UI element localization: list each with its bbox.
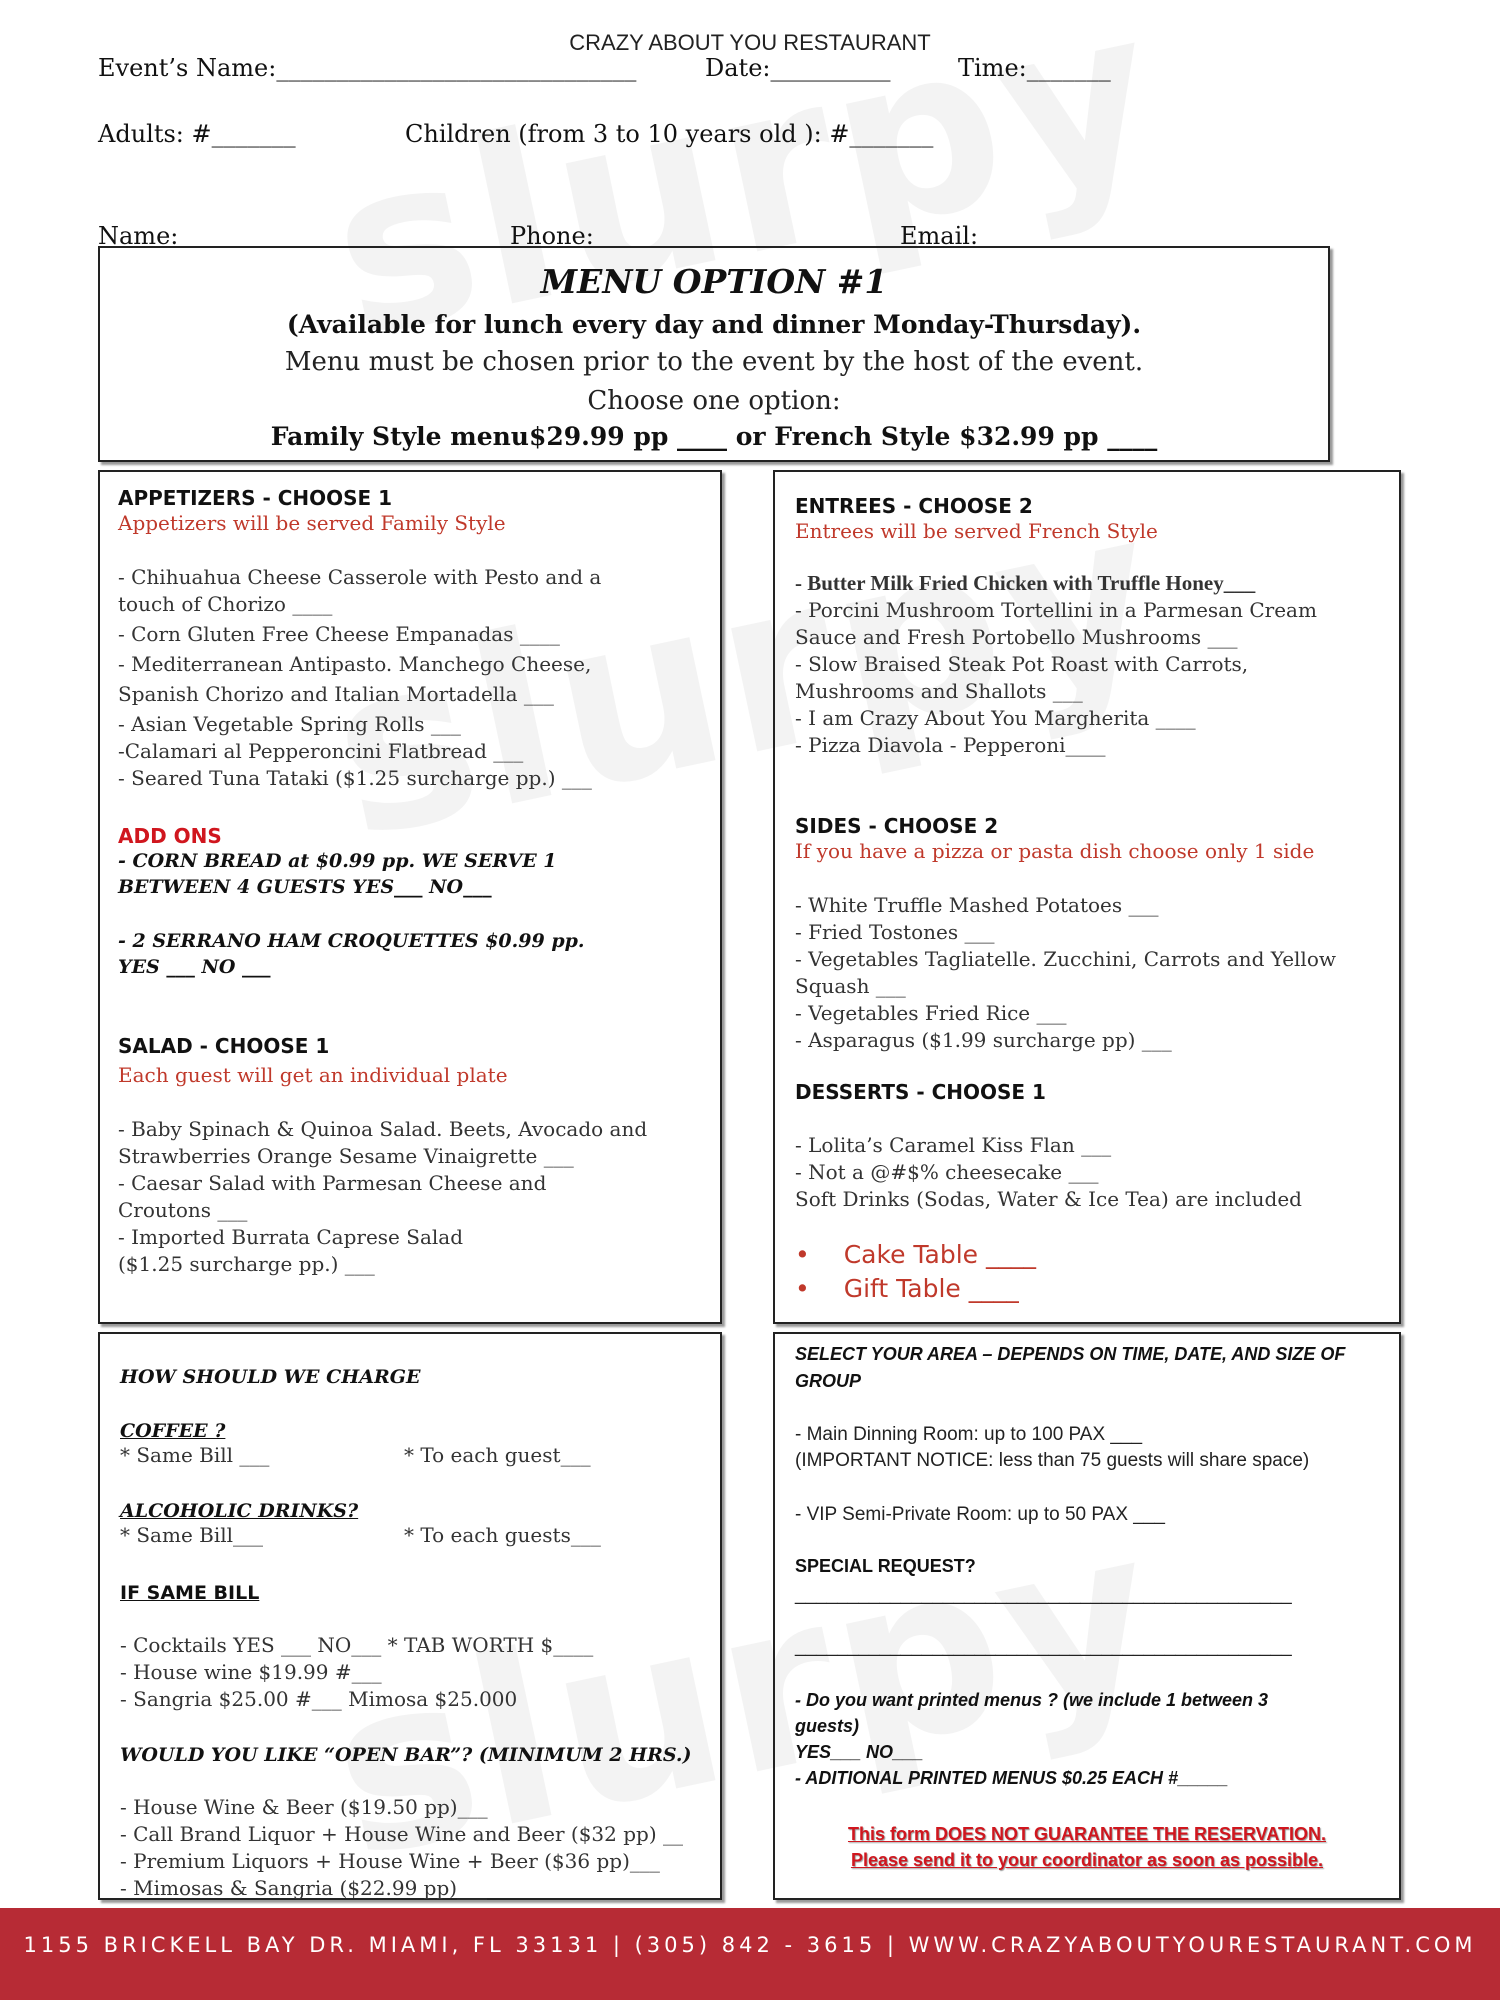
list-item[interactable]: Strawberries Orange Sesame Vinaigrette ___ (118, 1144, 574, 1168)
salad-heading: SALAD - CHOOSE 1 (118, 1034, 330, 1058)
alcohol-each-guest[interactable]: * To each guests___ (404, 1523, 601, 1547)
appetizers-subheading: Appetizers will be served Family Style (118, 511, 506, 535)
appetizers-list (118, 564, 601, 792)
list-item[interactable]: - Not a @#$% cheesecake ___ (795, 1160, 1099, 1184)
menu-availability: (Available for lunch every day and dinner Monday-Thursday). (286, 310, 1142, 339)
list-item[interactable]: - Porcini Mushroom Tortellini in a Parmesan Cream (795, 598, 1317, 622)
list-item[interactable]: - Vegetables Fried Rice ___ (795, 1001, 1067, 1025)
list-item[interactable]: - White Truffle Mashed Potatoes ___ (795, 893, 1159, 917)
restaurant-name: CRAZY ABOUT YOU RESTAURANT (569, 30, 931, 55)
time-field[interactable]: Time:_______ (958, 54, 1111, 82)
list-item[interactable]: - House wine $19.99 #___ (120, 1660, 382, 1684)
charge-box (98, 1332, 722, 1900)
desserts-heading: DESSERTS - CHOOSE 1 (795, 1080, 1046, 1104)
list-item[interactable]: - Mediterranean Antipasto. Manchego Cheese, (118, 652, 592, 676)
list-item[interactable]: - Caesar Salad with Parmesan Cheese and (118, 1171, 547, 1195)
area-box (773, 1332, 1401, 1900)
list-item[interactable]: Squash ___ (795, 974, 906, 998)
vip-room-option[interactable]: - VIP Semi-Private Room: up to 50 PAX ___ (795, 1504, 1165, 1525)
entrees-sides-desserts-box (773, 470, 1401, 1324)
sides-list (795, 892, 1336, 1054)
same-bill-label: IF SAME BILL (120, 1582, 260, 1604)
list-item[interactable]: - Call Brand Liquor + House Wine and Beer ($32 pp) __ (120, 1822, 683, 1846)
entrees-heading: ENTREES - CHOOSE 2 (795, 494, 1033, 518)
coffee-same-bill[interactable]: * Same Bill ___ (120, 1443, 270, 1467)
addons-heading: ADD ONS (118, 824, 222, 848)
coffee-label: COFFEE ? (120, 1420, 226, 1442)
list-item[interactable]: - Sangria $25.00 #___ Mimosa $25.000 (120, 1687, 518, 1711)
footer-contact: 1155 BRICKELL BAY DR. MIAMI, FL 33131 | (305) 842 - 3615 | WWW.CRAZYABOUTYOURESTAURANT.COM (23, 1933, 1477, 1957)
list-item[interactable]: Mushrooms and Shallots ___ (795, 679, 1083, 703)
list-item[interactable]: - Lolita’s Caramel Kiss Flan ___ (795, 1133, 1112, 1157)
open-bar-list (120, 1794, 683, 1902)
menu-choose: Choose one option: (587, 386, 841, 416)
additional-printed-menus[interactable]: - ADITIONAL PRINTED MENUS $0.25 EACH #_____ (795, 1768, 1229, 1788)
bullet-icon: • (795, 1240, 810, 1269)
special-request-line-2[interactable]: _______________________________________________ (795, 1636, 1292, 1657)
list-item[interactable]: Spanish Chorizo and Italian Mortadella ___ (118, 682, 554, 706)
alcohol-label: ALCOHOLIC DRINKS? (120, 1500, 359, 1522)
gift-table-label: Gift Table ____ (843, 1274, 1019, 1303)
appetizers-heading: APPETIZERS - CHOOSE 1 (118, 486, 393, 510)
list-item[interactable]: - Baby Spinach & Quinoa Salad. Beets, Avocado and (118, 1117, 648, 1141)
list-item[interactable]: - Cocktails YES ___ NO___ * TAB WORTH $____ (120, 1633, 594, 1657)
special-request-label: SPECIAL REQUEST? (795, 1556, 976, 1576)
cake-table-option[interactable] (795, 1238, 1036, 1272)
phone-field[interactable]: Phone: (510, 222, 594, 250)
list-item[interactable]: - House Wine & Beer ($19.50 pp)___ (120, 1795, 488, 1819)
open-bar-label: WOULD YOU LIKE “OPEN BAR”? (MINIMUM 2 HRS.) (120, 1744, 692, 1766)
list-item[interactable]: - Mimosas & Sangria ($22.99 pp)___ (120, 1876, 488, 1900)
menu-note: Menu must be chosen prior to the event by the host of the event. (284, 347, 1144, 377)
charge-heading: HOW SHOULD WE CHARGE (120, 1366, 421, 1388)
printed-menus-question-2: guests) (795, 1716, 860, 1736)
children-field[interactable]: Children (from 3 to 10 years old ): #_______ (405, 120, 934, 148)
main-room-notice: (IMPORTANT NOTICE: less than 75 guests will share space) (795, 1450, 1310, 1471)
special-request-line-1[interactable]: _______________________________________________ (795, 1584, 1292, 1605)
list-item[interactable]: - Butter Milk Fried Chicken with Truffle Honey___ (795, 571, 1256, 595)
list-item[interactable]: - Fried Tostones ___ (795, 920, 995, 944)
bullet-icon: • (795, 1274, 810, 1303)
list-item[interactable]: - Imported Burrata Caprese Salad (118, 1225, 463, 1249)
addon-cornbread-line-1: - CORN BREAD at $0.99 pp. WE SERVE 1 (118, 850, 557, 872)
salad-list (118, 1116, 647, 1278)
area-heading-2: GROUP (795, 1371, 862, 1391)
date-field[interactable]: Date:__________ (705, 54, 891, 82)
list-item[interactable]: - Seared Tuna Tataki ($1.25 surcharge pp.) ___ (118, 766, 592, 790)
list-item[interactable]: Sauce and Fresh Portobello Mushrooms ___ (795, 625, 1238, 649)
list-item[interactable]: - Asparagus ($1.99 surcharge pp) ___ (795, 1028, 1172, 1052)
event-name-field[interactable]: Event’s Name:______________________________ (98, 54, 637, 82)
name-field[interactable]: Name: (98, 222, 179, 250)
entrees-subheading: Entrees will be served French Style (795, 519, 1158, 543)
list-item[interactable]: - Corn Gluten Free Cheese Empanadas ____ (118, 622, 560, 646)
list-item[interactable]: - Chihuahua Cheese Casserole with Pesto and a (118, 565, 602, 589)
desserts-list (795, 1132, 1302, 1213)
table-options (795, 1238, 1036, 1306)
cake-table-label: Cake Table ____ (843, 1240, 1036, 1269)
printed-menus-yes-no[interactable]: YES___ NO___ (795, 1742, 924, 1762)
menu-option-title: MENU OPTION #1 (540, 262, 888, 301)
entrees-list (795, 570, 1317, 759)
addon-croquettes-line-2[interactable]: YES ___ NO ___ (118, 956, 271, 978)
list-item[interactable]: Croutons ___ (118, 1198, 248, 1222)
addon-croquettes-line-1: - 2 SERRANO HAM CROQUETTES $0.99 pp. (118, 930, 585, 952)
appetizers-salad-box (98, 470, 722, 1324)
list-item: Soft Drinks (Sodas, Water & Ice Tea) are included (795, 1187, 1302, 1211)
menu-prices[interactable]: Family Style menu$29.99 pp ____ or French Style $32.99 pp ____ (270, 422, 1158, 451)
adults-field[interactable]: Adults: #_______ (98, 120, 296, 148)
main-room-option[interactable]: - Main Dinning Room: up to 100 PAX ___ (795, 1424, 1143, 1445)
list-item[interactable]: - Slow Braised Steak Pot Roast with Carrots, (795, 652, 1249, 676)
sides-heading: SIDES - CHOOSE 2 (795, 814, 999, 838)
list-item[interactable]: - Pizza Diavola - Pepperoni____ (795, 733, 1106, 757)
alcohol-same-bill[interactable]: * Same Bill___ (120, 1523, 264, 1547)
disclaimer-line-2: Please send it to your coordinator as soon as possible. (850, 1850, 1324, 1870)
list-item[interactable]: touch of Chorizo ____ (118, 592, 333, 616)
footer-bar (0, 1908, 1500, 2000)
list-item[interactable]: - Premium Liquors + House Wine + Beer ($36 pp)___ (120, 1849, 660, 1873)
salad-subheading: Each guest will get an individual plate (118, 1063, 508, 1087)
disclaimer-line-1: This form DOES NOT GUARANTEE THE RESERVATION. (847, 1824, 1327, 1844)
sides-subheading: If you have a pizza or pasta dish choose only 1 side (795, 839, 1315, 863)
list-item[interactable]: - I am Crazy About You Margherita ____ (795, 706, 1196, 730)
gift-table-option[interactable] (795, 1272, 1036, 1306)
coffee-each-guest[interactable]: * To each guest___ (404, 1443, 591, 1467)
list-item[interactable]: - Asian Vegetable Spring Rolls ___ (118, 712, 461, 736)
area-heading-1: SELECT YOUR AREA – DEPENDS ON TIME, DATE, AND SIZE OF (795, 1344, 1346, 1364)
printed-menus-question-1: - Do you want printed menus ? (we include 1 between 3 (795, 1690, 1269, 1710)
same-bill-list (120, 1632, 593, 1713)
list-item[interactable]: -Calamari al Pepperoncini Flatbread ___ (118, 739, 524, 763)
list-item[interactable]: ($1.25 surcharge pp.) ___ (118, 1252, 375, 1276)
list-item[interactable]: - Vegetables Tagliatelle. Zucchini, Carrots and Yellow (795, 947, 1336, 971)
email-field[interactable]: Email: (900, 222, 979, 250)
addon-cornbread-line-2[interactable]: BETWEEN 4 GUESTS YES___ NO___ (118, 876, 492, 898)
menu-option-box (98, 246, 1330, 462)
